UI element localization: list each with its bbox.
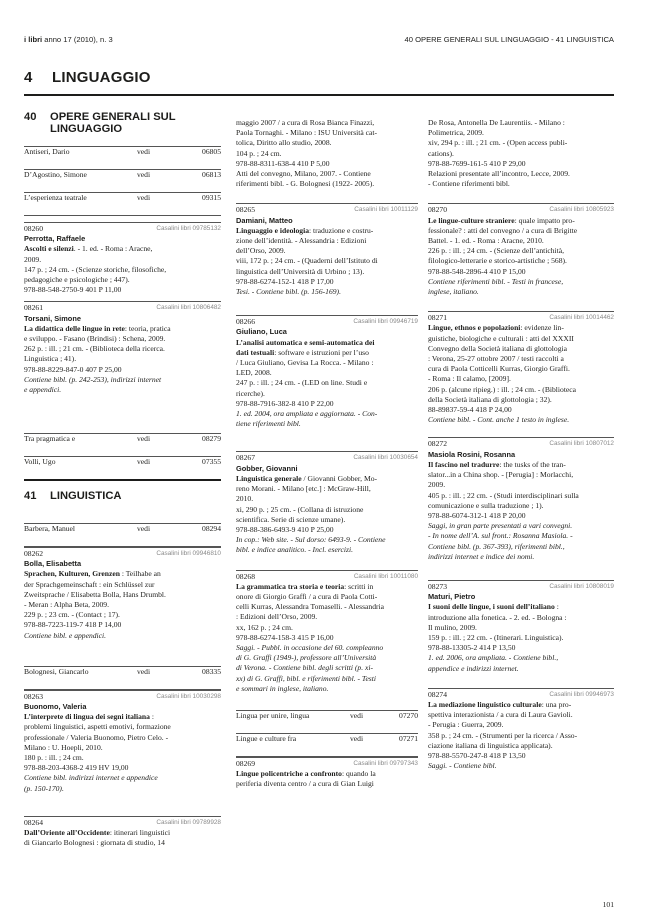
entry-08264-continued: maggio 2007 / a cura di Rosa Bianca Finazzi, Paola Tornaghi. - Milano : ISU Università cat- tolica, Diritto allo studio, 2008. 104 p. ; 24 cm. 978-88-8311-638-4 410 P 5,00 Atti del convegno, Milano, 2007. - Contiene riferimenti bibl. - G. Bolognesi (1922- 2005). xyxy=(236,118,378,189)
entry-08263: 08263 Casalini libri 10030298 Buonomo, Valeria L’interprete di lingua dei segni italiana : problemi linguistici, aspetti emotivi, formazione professionale / Valeria Buonomo, Pietro Celo. - Milano : U. Hoepli, 2010. 180 p. : ill. ; 24 cm. 978-88-203-4368-2 419 HV 19,00 Contiene bibl. indirizzi internet e appendice (p. 150-170). xyxy=(24,691,221,793)
running-header xyxy=(0,0,650,50)
entry-08271: 08271 Casalini libri 10014462 Lingue, ethnos e popolazioni: evidenze lin- guistiche, biologiche e culturali : atti del XXXII Convegno della Società italiana di glottologia : Verona, 25-27 ottobre 2007 / testi raccolti a cura di Paola Cotticelli Kurras, Giorgio Graffi. - Roma : Il calamo, [2009]. 206 p. (alcune ripieg.) : ill. ; 24 cm. - (Biblioteca della Società italiana di glottologia ; 32). 88-89837-59-4 418 P 24,00 Contiene bibl. - Cont. anche 1 testo in inglese. xyxy=(428,313,614,425)
entry-08261: 08261 Casalini libri 10806482 Torsani, Simone La didattica delle lingue in rete: teoria, pratica e sviluppo. - Fasano (Brindisi) : Schena, 2009. 262 p. : ill. ; 21 cm. - (Biblioteca della ricerca. Linguistica ; 41). 978-88-8229-847-0 407 P 25,00 Contiene bibl. (p. 242-253), indirizzi internet e appendici. xyxy=(24,303,221,395)
entry-08269: 08269 Casalini libri 09797343 Lingue policentriche a confronto: quando la periferia diventa centro / a cura di Gian Luigi xyxy=(236,758,418,789)
section-41-rule xyxy=(24,479,221,481)
entry-08268: 08268 Casalini libri 10011080 La grammatica tra storia e teoria: scritti in onore di Giorgio Graffi / a cura di Paola Cotti- celli Kurras, Alessandra Tomaselli. - Alessandria : Edizioni dell’Orso, 2009. xx, 162 p. ; 24 cm. 978-88-6274-158-3 415 P 16,00 Saggi. - Pubbl. in occasione del 60. compleanno di G. Graffi (1949-), professore all’Università di Verona. - Contiene bibl. degli scritti (p. xi- xx) di G. Graffi, bibl. e riferimenti bibl. - Testi e sommari in inglese, italiano. xyxy=(236,571,418,693)
entry-08266: 08266 Casalini libri 09946719 Giuliano, Luca L’analisi automatica e semi-automatica dei dati testuali: software e istruzioni per l’uso / Luca Giuliano, Gevisa La Rocca. - Milano : LED, 2008. 247 p. : ill. ; 24 cm. - (LED on line. Studi e ricerche). 978-88-7916-382-8 410 P 22,00 1. ed. 2004, ora ampliata e aggiornata. - Con- tiene riferimenti bibl. xyxy=(236,317,418,429)
entry-08272: 08272 Casalini libri 10807012 Masiola Rosini, Rosanna Il fascino nel tradurre: the tusks of the tran- slator...in a China shop. - [Perugia] : Morlacchi, 2009. 405 p. : ill. ; 22 cm. - (Studi interdisciplinari sulla comunicazione e sulla traduzione ; 1). 978-88-6074-312-1 418 P 20,00 Saggi, in gran parte presentati a vari convegni. - In nome dell’A. sul front.: Rosanna Masiola. - Contiene bibl. (p. 367-393), riferimenti bibl., indirizzi internet e indice dei nomi. xyxy=(428,439,614,561)
cross-reference: Lingue e culture fra vedi 07271 xyxy=(236,734,418,757)
cross-reference: Bolognesi, Giancarlo vedi 08335 xyxy=(24,666,221,690)
cross-reference: L’esperienza teatrale vedi 09315 xyxy=(24,193,221,216)
entry-08267: 08267 Casalini libri 10030654 Gobber, Giovanni Linguistica generale / Giovanni Gobber, Mo- reno Morani. - Milano [etc.] : McGraw-Hill, 2010. xi, 290 p. ; 25 cm. - (Collana di istruzione scientifica. Serie di scienze umane). 978-88-386-6493-9 410 P 25,00 In cop.: Web site. - Sul dorso: 6493-9. - Contiene bibl. e indice analitico. - Incl. esercizi. xyxy=(236,453,418,555)
cross-reference: Antiseri, Dario vedi 06805 xyxy=(24,146,221,170)
cross-reference: Volli, Ugo vedi 07355 xyxy=(24,457,221,480)
entry-08274: 08274 Casalini libri 09946973 La mediazione linguistico culturale: una pro- spettiva interazionista / a cura di Laura Gavioli. - Perugia : Guerra, 2009. 358 p. ; 24 cm. - (Strumenti per la ricerca / Asso- ciazione italiana di linguistica applicata). 978-88-5570-247-8 418 P 13,50 Saggi. - Contiene bibl. xyxy=(428,689,614,771)
column-1 xyxy=(24,146,221,480)
entry-08262: 08262 Casalini libri 09946810 Bolla, Elisabetta Sprachen, Kulturen, Grenzen : Teilhabe an der Sprachgemeinschaft : ein Schlüssel zur Zweitsprache / Elisabetta Bolla, Hans Drumbl. - Meran : Alpha Beta, 2009. 229 p. ; 23 cm. - (Contact ; 17). 978-88-7223-119-7 418 P 14,00 Contiene bibl. e appendici. xyxy=(24,549,221,640)
column-1-lower xyxy=(24,523,221,848)
section-running-title: 40 OPERE GENERALI SUL LINGUAGGIO - 41 LINGUISTICA xyxy=(404,35,614,44)
journal-issue: i libri anno 17 (2010), n. 3 xyxy=(24,35,113,44)
cross-reference: Barbera, Manuel vedi 08294 xyxy=(24,523,221,547)
section-41-title: 41 LINGUISTICA xyxy=(24,490,122,502)
page-number: 101 xyxy=(602,900,614,909)
column-2 xyxy=(236,118,418,790)
cross-reference: Tra pragmatica e vedi 08279 xyxy=(24,433,221,457)
entry-08269-continued: De Rosa, Antonella De Laurentiis. - Milano : Polimetrica, 2009. xiv, 294 p. : ill. ; 21 cm. - (Open access publi- cations). 978-88-7699-161-5 410 P 29,00 Relazioni presentate all’incontro, Lecce, 2009. - Contiene riferimenti bibl. xyxy=(428,118,570,189)
chapter-heading: 4 LINGUAGGIO xyxy=(24,69,151,86)
column-3 xyxy=(428,118,614,771)
cross-reference: Lingua per unire, lingua vedi 07270 xyxy=(236,710,418,734)
entry-08260: 08260 Casalini libri 09785132 Perrotta, Raffaele Ascolti e silenzi. - 1. ed. - Roma : Aracne, 2009. 147 p. ; 24 cm. - (Scienze storiche, filosofiche, pedagogiche e psicologiche ; 447). 978-88-548-2750-9 401 P 11,00 xyxy=(24,224,221,295)
entry-08270: 08270 Casalini libri 10805923 Le lingue-culture straniere: quale impatto pro- fessionale? : atti del convegno / a cura di Brigitte Battel. - 1. ed. - Roma : Aracne, 2010. 226 p. : ill. ; 24 cm. - (Scienze dell’antichità, filologico-letterarie e storico-artistiche ; 568). 978-88-548-2896-4 410 P 15,00 Contiene riferimenti bibl. - Testi in francese, inglese, italiano. xyxy=(428,205,614,297)
entry-08265: 08265 Casalini libri 10011129 Damiani, Matteo Linguaggio e ideologia: traduzione e costru- zione dell’identità. - Alessandria : Edizioni dell’Orso, 2009. viii, 172 p. ; 24 cm. - (Quaderni dell’Istituto di linguistica dell’Università di Urbino ; 13). 978-88-6274-152-1 418 P 17,00 Tesi. - Contiene bibl. (p. 156-169). xyxy=(236,205,418,297)
entry-08273: 08273 Casalini libri 10808019 Maturi, Pietro I suoni delle lingue, i suoni dell’italiano : introduzione alla fonetica. - 2. ed. - Bologna : Il mulino, 2009. 159 p. : ill. ; 22 cm. - (Itinerari. Linguistica). 978-88-13305-2 414 P 13,50 1. ed. 2006, ora ampliata. - Contiene bibl., appendice e indirizzi internet. xyxy=(428,581,614,673)
entry-08264: 08264 Casalini libri 09789928 Dall’Oriente all’Occidente: itinerari linguistici di Giancarlo Bolognesi : giornata di studio, 14 xyxy=(24,817,221,848)
cross-reference: D’Agostino, Simone vedi 06813 xyxy=(24,170,221,193)
section-40-title: 40 OPERE GENERALI SUL LINGUAGGIO xyxy=(24,111,176,135)
chapter-rule xyxy=(24,94,614,96)
